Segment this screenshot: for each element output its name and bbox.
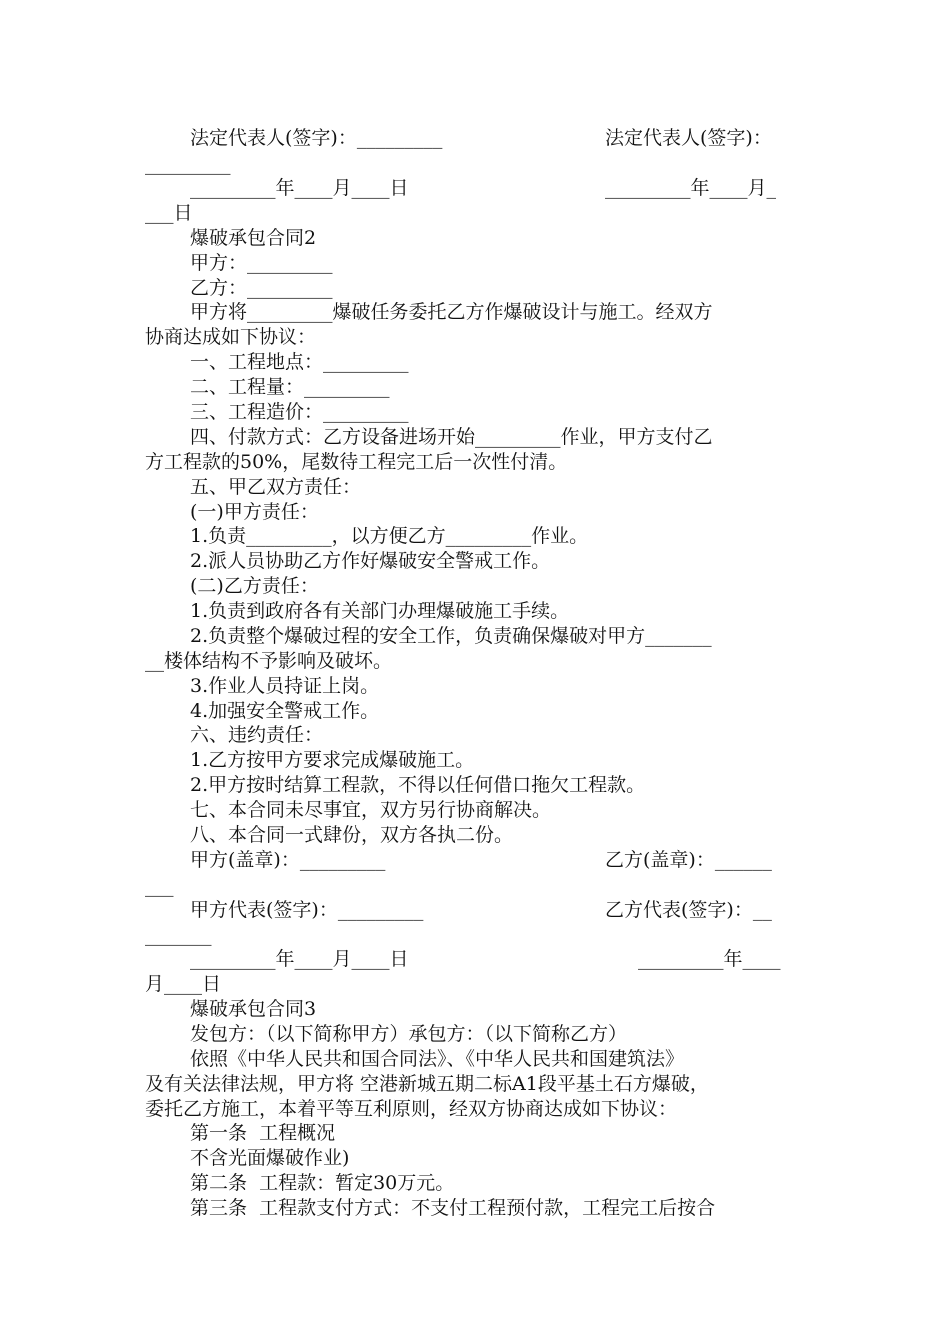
section-title-contract-2: 爆破承包合同2 bbox=[190, 227, 317, 249]
text-line: 4.加强安全警戒工作。 bbox=[190, 700, 380, 722]
text-line: 第三条 工程款支付方式：不支付工程预付款，工程完工后按合 bbox=[190, 1197, 716, 1219]
text-line: 三、工程造价：_________ bbox=[190, 401, 409, 423]
text-line: 七、本合同未尽事宜，双方另行协商解决。 bbox=[190, 799, 552, 821]
text-line: 八、本合同一式肆份，双方各执二份。 bbox=[190, 824, 514, 846]
party-b-rep-sign: 乙方代表(签字)：__ bbox=[605, 899, 772, 921]
text-line: 协商达成如下协议： bbox=[145, 326, 317, 348]
text-line: 委托乙方施工，本着平等互利原则，经双方协商达成如下协议： bbox=[145, 1098, 678, 1120]
text-line: 方工程款的50%，尾数待工程完工后一次性付清。 bbox=[145, 451, 568, 473]
text-line: 一、工程地点：_________ bbox=[190, 351, 409, 373]
text-line: _________ bbox=[145, 153, 231, 175]
text-line: 及有关法律法规，甲方将 空港新城五期二标A1段平基土石方爆破， bbox=[145, 1073, 709, 1095]
text-line: 甲方将_________爆破任务委托乙方作爆破设计与施工。经双方 bbox=[190, 301, 713, 323]
party-a-date-2: _________年____月____日 bbox=[190, 948, 409, 970]
party-b-seal: 乙方(盖章)：______ bbox=[605, 849, 772, 871]
text-line: (二)乙方责任： bbox=[190, 575, 319, 597]
text-line: 2.甲方按时结算工程款，不得以任何借口拖欠工程款。 bbox=[190, 774, 646, 796]
text-line: 依照《中华人民共和国合同法》、《中华人民共和国建筑法》 bbox=[190, 1048, 685, 1070]
text-line: 甲方：_________ bbox=[190, 252, 333, 274]
text-line: __楼体结构不予影响及破坏。 bbox=[145, 650, 393, 672]
text-line: 2.派人员协助乙方作好爆破安全警戒工作。 bbox=[190, 550, 551, 572]
text-line: 1.负责到政府各有关部门办理爆破施工手续。 bbox=[190, 600, 570, 622]
party-b-date-2: _________年____ bbox=[638, 948, 781, 970]
text-line: 发包方：（以下简称甲方）承包方：（以下简称乙方） bbox=[190, 1023, 628, 1045]
party-a-seal: 甲方(盖章)：_________ bbox=[190, 849, 386, 871]
text-line: 第二条 工程款：暂定30万元。 bbox=[190, 1172, 455, 1194]
text-line: (一)甲方责任： bbox=[190, 501, 319, 523]
text-line: 二、工程量：_________ bbox=[190, 376, 390, 398]
party-a-rep-sign: 甲方代表(签字)：_________ bbox=[190, 899, 424, 921]
party-a-date: _________年____月____日 bbox=[190, 177, 409, 199]
text-line: ___日 bbox=[145, 202, 193, 224]
text-line: 1.乙方按甲方要求完成爆破施工。 bbox=[190, 749, 475, 771]
party-b-date: _________年____月_ bbox=[605, 177, 777, 199]
party-a-legal-rep-sign: 法定代表人(签字)：_________ bbox=[190, 127, 443, 149]
text-line: 六、违约责任： bbox=[190, 724, 324, 746]
text-line: 1.负责_________，以方便乙方_________作业。 bbox=[190, 525, 589, 547]
text-line: 2.负责整个爆破过程的安全工作，负责确保爆破对甲方_______ bbox=[190, 625, 712, 647]
text-line: 第一条 工程概况 bbox=[190, 1122, 336, 1144]
text-line: ___ bbox=[145, 875, 174, 897]
text-line: 五、甲乙双方责任： bbox=[190, 476, 362, 498]
party-b-legal-rep-sign: 法定代表人(签字)： bbox=[605, 127, 772, 149]
text-line: _______ bbox=[145, 924, 212, 946]
section-title-contract-3: 爆破承包合同3 bbox=[190, 998, 317, 1020]
text-line: 3.作业人员持证上岗。 bbox=[190, 675, 380, 697]
text-line: 四、付款方式：乙方设备进场开始_________作业，甲方支付乙 bbox=[190, 426, 713, 448]
text-line: 月____日 bbox=[145, 973, 222, 995]
text-line: 乙方：_________ bbox=[190, 277, 333, 299]
text-line: 不含光面爆破作业) bbox=[190, 1147, 350, 1169]
